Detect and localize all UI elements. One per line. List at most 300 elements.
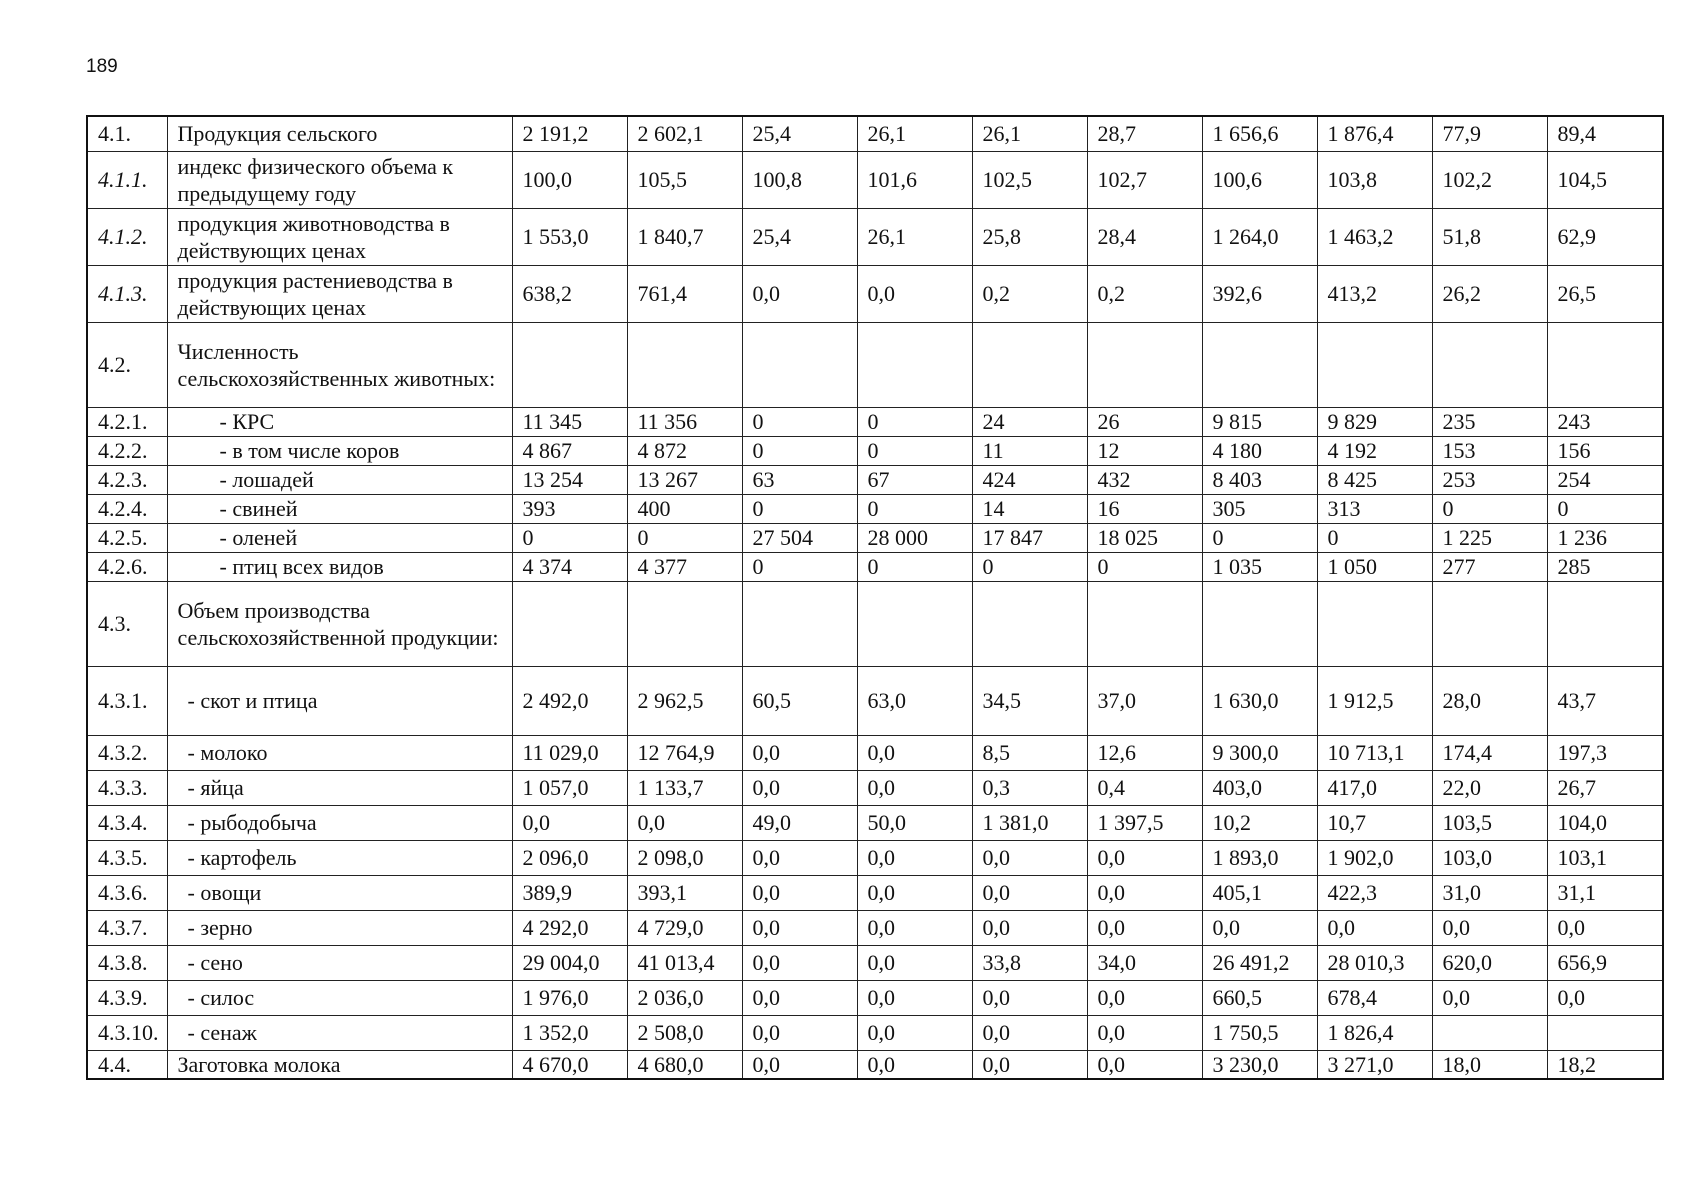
value-cell: 660,5	[1202, 980, 1317, 1015]
value-cell: 0,3	[972, 770, 1087, 805]
value-cell: 9 300,0	[1202, 735, 1317, 770]
value-cell: 0,0	[1087, 980, 1202, 1015]
table-row	[87, 840, 1663, 875]
value-cell: 0,0	[857, 910, 972, 945]
value-cell: 4 680,0	[627, 1050, 742, 1079]
value-cell: 34,0	[1087, 945, 1202, 980]
value-cell: 392,6	[1202, 265, 1317, 322]
value-cell: 28 010,3	[1317, 945, 1432, 980]
value-cell: 0,0	[742, 735, 857, 770]
value-cell: 9 829	[1317, 407, 1432, 436]
table-row	[87, 980, 1663, 1015]
table-row	[87, 805, 1663, 840]
value-cell: 8,5	[972, 735, 1087, 770]
table-row	[87, 436, 1663, 465]
value-cell	[1432, 581, 1547, 666]
value-cell: 1 397,5	[1087, 805, 1202, 840]
row-code: 4.3.3.	[87, 770, 167, 805]
value-cell: 0	[1317, 523, 1432, 552]
value-cell: 13 254	[512, 465, 627, 494]
value-cell: 3 230,0	[1202, 1050, 1317, 1079]
value-cell: 25,4	[742, 116, 857, 151]
value-cell: 25,4	[742, 208, 857, 265]
value-cell: 101,6	[857, 151, 972, 208]
value-cell: 0	[742, 436, 857, 465]
value-cell: 2 602,1	[627, 116, 742, 151]
value-cell: 285	[1547, 552, 1663, 581]
value-cell: 0,0	[857, 735, 972, 770]
value-cell: 60,5	[742, 666, 857, 735]
table-row	[87, 265, 1663, 322]
value-cell: 29 004,0	[512, 945, 627, 980]
row-code: 4.3.4.	[87, 805, 167, 840]
value-cell: 63,0	[857, 666, 972, 735]
value-cell: 4 872	[627, 436, 742, 465]
value-cell: 43,7	[1547, 666, 1663, 735]
value-cell	[1547, 1015, 1663, 1050]
row-code: 4.4.	[87, 1050, 167, 1079]
value-cell: 33,8	[972, 945, 1087, 980]
value-cell: 0,0	[857, 1050, 972, 1079]
row-code: 4.3.	[87, 581, 167, 666]
value-cell: 28,4	[1087, 208, 1202, 265]
value-cell: 11 356	[627, 407, 742, 436]
row-label: - рыбодобыча	[167, 805, 512, 840]
value-cell: 4 670,0	[512, 1050, 627, 1079]
value-cell: 103,0	[1432, 840, 1547, 875]
value-cell	[1317, 581, 1432, 666]
value-cell: 0,0	[857, 1015, 972, 1050]
table-body	[87, 116, 1663, 1079]
value-cell: 0	[857, 407, 972, 436]
row-label: - оленей	[167, 523, 512, 552]
value-cell: 18 025	[1087, 523, 1202, 552]
value-cell: 103,5	[1432, 805, 1547, 840]
value-cell: 2 098,0	[627, 840, 742, 875]
value-cell: 11	[972, 436, 1087, 465]
value-cell: 400	[627, 494, 742, 523]
value-cell: 100,0	[512, 151, 627, 208]
row-label: продукция растениеводства в действующих ценах	[167, 265, 512, 322]
value-cell: 0,0	[857, 875, 972, 910]
value-cell: 1 264,0	[1202, 208, 1317, 265]
value-cell: 1 225	[1432, 523, 1547, 552]
row-label: - птиц всех видов	[167, 552, 512, 581]
value-cell: 413,2	[1317, 265, 1432, 322]
value-cell: 62,9	[1547, 208, 1663, 265]
value-cell: 104,0	[1547, 805, 1663, 840]
value-cell: 0,0	[1087, 910, 1202, 945]
row-code: 4.3.1.	[87, 666, 167, 735]
value-cell: 0,0	[1432, 910, 1547, 945]
value-cell: 0,0	[972, 1050, 1087, 1079]
table-row	[87, 116, 1663, 151]
value-cell: 0,0	[627, 805, 742, 840]
table-row	[87, 770, 1663, 805]
row-label: Продукция сельского	[167, 116, 512, 151]
value-cell: 0	[1202, 523, 1317, 552]
value-cell: 393	[512, 494, 627, 523]
table-row	[87, 407, 1663, 436]
value-cell: 24	[972, 407, 1087, 436]
value-cell: 0,0	[742, 910, 857, 945]
value-cell	[1087, 322, 1202, 407]
value-cell: 104,5	[1547, 151, 1663, 208]
row-code: 4.2.4.	[87, 494, 167, 523]
value-cell	[1087, 581, 1202, 666]
value-cell: 4 729,0	[627, 910, 742, 945]
value-cell	[1432, 1015, 1547, 1050]
table-row	[87, 494, 1663, 523]
value-cell: 27 504	[742, 523, 857, 552]
value-cell: 174,4	[1432, 735, 1547, 770]
value-cell: 4 192	[1317, 436, 1432, 465]
value-cell: 1 902,0	[1317, 840, 1432, 875]
value-cell: 2 096,0	[512, 840, 627, 875]
value-cell: 313	[1317, 494, 1432, 523]
value-cell: 0,0	[972, 875, 1087, 910]
value-cell: 0,0	[742, 770, 857, 805]
value-cell: 102,2	[1432, 151, 1547, 208]
value-cell: 1 976,0	[512, 980, 627, 1015]
row-code: 4.3.5.	[87, 840, 167, 875]
value-cell	[1547, 322, 1663, 407]
value-cell: 417,0	[1317, 770, 1432, 805]
table-row	[87, 1050, 1663, 1079]
value-cell: 77,9	[1432, 116, 1547, 151]
value-cell: 0,0	[857, 945, 972, 980]
table-row	[87, 910, 1663, 945]
value-cell: 0	[1432, 494, 1547, 523]
table-row	[87, 581, 1663, 666]
value-cell: 1 876,4	[1317, 116, 1432, 151]
value-cell: 0	[742, 552, 857, 581]
value-cell: 9 815	[1202, 407, 1317, 436]
value-cell: 0	[972, 552, 1087, 581]
row-code: 4.3.9.	[87, 980, 167, 1015]
value-cell: 26	[1087, 407, 1202, 436]
value-cell: 26 491,2	[1202, 945, 1317, 980]
value-cell: 103,1	[1547, 840, 1663, 875]
value-cell: 0,0	[1087, 875, 1202, 910]
row-code: 4.3.10.	[87, 1015, 167, 1050]
row-code: 4.2.3.	[87, 465, 167, 494]
value-cell: 0,0	[742, 945, 857, 980]
row-label: - яйца	[167, 770, 512, 805]
table-row	[87, 523, 1663, 552]
value-cell: 389,9	[512, 875, 627, 910]
value-cell: 620,0	[1432, 945, 1547, 980]
value-cell	[742, 581, 857, 666]
value-cell: 761,4	[627, 265, 742, 322]
value-cell: 10,2	[1202, 805, 1317, 840]
value-cell: 100,8	[742, 151, 857, 208]
value-cell: 0,0	[972, 980, 1087, 1015]
value-cell: 197,3	[1547, 735, 1663, 770]
value-cell	[512, 322, 627, 407]
value-cell: 254	[1547, 465, 1663, 494]
value-cell: 2 191,2	[512, 116, 627, 151]
value-cell: 0,0	[742, 1015, 857, 1050]
value-cell: 1 750,5	[1202, 1015, 1317, 1050]
value-cell: 11 345	[512, 407, 627, 436]
value-cell: 18,2	[1547, 1050, 1663, 1079]
value-cell: 12	[1087, 436, 1202, 465]
value-cell: 4 867	[512, 436, 627, 465]
value-cell: 1 826,4	[1317, 1015, 1432, 1050]
value-cell: 1 381,0	[972, 805, 1087, 840]
row-label: индекс физического объема к предыдущему году	[167, 151, 512, 208]
value-cell: 0,2	[972, 265, 1087, 322]
value-cell: 50,0	[857, 805, 972, 840]
value-cell: 10,7	[1317, 805, 1432, 840]
value-cell: 0,0	[1547, 910, 1663, 945]
value-cell: 26,1	[972, 116, 1087, 151]
value-cell: 1 057,0	[512, 770, 627, 805]
value-cell: 1 553,0	[512, 208, 627, 265]
value-cell	[972, 581, 1087, 666]
value-cell	[742, 322, 857, 407]
value-cell: 0	[857, 436, 972, 465]
row-code: 4.1.1.	[87, 151, 167, 208]
table-row	[87, 875, 1663, 910]
value-cell: 0,0	[857, 840, 972, 875]
value-cell: 678,4	[1317, 980, 1432, 1015]
value-cell: 0,0	[972, 840, 1087, 875]
value-cell: 103,8	[1317, 151, 1432, 208]
value-cell: 0	[857, 552, 972, 581]
value-cell: 63	[742, 465, 857, 494]
value-cell: 26,5	[1547, 265, 1663, 322]
row-label: - силос	[167, 980, 512, 1015]
value-cell: 12 764,9	[627, 735, 742, 770]
value-cell: 26,7	[1547, 770, 1663, 805]
value-cell: 1 912,5	[1317, 666, 1432, 735]
value-cell: 37,0	[1087, 666, 1202, 735]
value-cell	[857, 581, 972, 666]
value-cell: 10 713,1	[1317, 735, 1432, 770]
table-row	[87, 1015, 1663, 1050]
value-cell	[627, 581, 742, 666]
table-row	[87, 735, 1663, 770]
value-cell: 305	[1202, 494, 1317, 523]
value-cell: 1 656,6	[1202, 116, 1317, 151]
row-code: 4.2.2.	[87, 436, 167, 465]
value-cell: 0,0	[1087, 840, 1202, 875]
value-cell: 0,0	[742, 840, 857, 875]
value-cell: 51,8	[1432, 208, 1547, 265]
page-number: 189	[86, 56, 118, 77]
value-cell: 41 013,4	[627, 945, 742, 980]
value-cell: 0,0	[512, 805, 627, 840]
value-cell: 403,0	[1202, 770, 1317, 805]
value-cell: 4 377	[627, 552, 742, 581]
row-label: - в том числе коров	[167, 436, 512, 465]
value-cell: 0	[512, 523, 627, 552]
value-cell: 1 463,2	[1317, 208, 1432, 265]
value-cell: 8 425	[1317, 465, 1432, 494]
value-cell	[857, 322, 972, 407]
row-label: - зерно	[167, 910, 512, 945]
table-row	[87, 151, 1663, 208]
row-label: - овощи	[167, 875, 512, 910]
value-cell: 2 508,0	[627, 1015, 742, 1050]
value-cell: 17 847	[972, 523, 1087, 552]
value-cell: 422,3	[1317, 875, 1432, 910]
value-cell: 0,4	[1087, 770, 1202, 805]
value-cell	[1432, 322, 1547, 407]
table-row	[87, 945, 1663, 980]
row-label: - КРС	[167, 407, 512, 436]
value-cell: 28 000	[857, 523, 972, 552]
statistics-table	[86, 115, 1664, 1080]
value-cell: 26,2	[1432, 265, 1547, 322]
value-cell: 102,7	[1087, 151, 1202, 208]
value-cell: 2 962,5	[627, 666, 742, 735]
row-code: 4.2.6.	[87, 552, 167, 581]
value-cell: 0	[742, 407, 857, 436]
value-cell: 4 374	[512, 552, 627, 581]
row-label: продукция животноводства в действующих ценах	[167, 208, 512, 265]
value-cell: 0,0	[1202, 910, 1317, 945]
value-cell: 102,5	[972, 151, 1087, 208]
value-cell: 656,9	[1547, 945, 1663, 980]
value-cell: 393,1	[627, 875, 742, 910]
value-cell: 31,0	[1432, 875, 1547, 910]
value-cell: 1 893,0	[1202, 840, 1317, 875]
value-cell: 0	[742, 494, 857, 523]
row-label: - свиней	[167, 494, 512, 523]
table-row	[87, 465, 1663, 494]
value-cell: 1 840,7	[627, 208, 742, 265]
row-code: 4.2.1.	[87, 407, 167, 436]
value-cell: 405,1	[1202, 875, 1317, 910]
value-cell: 11 029,0	[512, 735, 627, 770]
value-cell: 638,2	[512, 265, 627, 322]
value-cell: 0	[857, 494, 972, 523]
row-code: 4.3.7.	[87, 910, 167, 945]
value-cell: 26,1	[857, 208, 972, 265]
row-code: 4.2.	[87, 322, 167, 407]
value-cell	[627, 322, 742, 407]
value-cell: 0,0	[742, 875, 857, 910]
row-label: - молоко	[167, 735, 512, 770]
value-cell: 0,0	[857, 980, 972, 1015]
value-cell: 1 236	[1547, 523, 1663, 552]
row-label: Заготовка молока	[167, 1050, 512, 1079]
value-cell: 28,0	[1432, 666, 1547, 735]
value-cell: 12,6	[1087, 735, 1202, 770]
value-cell: 0,0	[1317, 910, 1432, 945]
value-cell: 1 035	[1202, 552, 1317, 581]
table-row	[87, 552, 1663, 581]
value-cell: 34,5	[972, 666, 1087, 735]
row-code: 4.1.2.	[87, 208, 167, 265]
value-cell: 16	[1087, 494, 1202, 523]
value-cell: 31,1	[1547, 875, 1663, 910]
value-cell: 243	[1547, 407, 1663, 436]
value-cell: 0,0	[857, 770, 972, 805]
value-cell: 0,0	[1432, 980, 1547, 1015]
value-cell: 0,0	[742, 265, 857, 322]
table-row	[87, 208, 1663, 265]
value-cell: 0,2	[1087, 265, 1202, 322]
value-cell: 153	[1432, 436, 1547, 465]
value-cell: 0	[627, 523, 742, 552]
value-cell: 0	[1087, 552, 1202, 581]
value-cell: 2 036,0	[627, 980, 742, 1015]
row-code: 4.1.3.	[87, 265, 167, 322]
value-cell: 277	[1432, 552, 1547, 581]
value-cell: 1 133,7	[627, 770, 742, 805]
value-cell: 14	[972, 494, 1087, 523]
value-cell: 8 403	[1202, 465, 1317, 494]
value-cell: 28,7	[1087, 116, 1202, 151]
value-cell: 105,5	[627, 151, 742, 208]
table-row	[87, 322, 1663, 407]
value-cell: 3 271,0	[1317, 1050, 1432, 1079]
value-cell: 424	[972, 465, 1087, 494]
value-cell: 0,0	[742, 980, 857, 1015]
value-cell: 235	[1432, 407, 1547, 436]
value-cell	[972, 322, 1087, 407]
value-cell: 253	[1432, 465, 1547, 494]
value-cell: 0	[1547, 494, 1663, 523]
row-label: - сенаж	[167, 1015, 512, 1050]
value-cell: 1 050	[1317, 552, 1432, 581]
value-cell: 13 267	[627, 465, 742, 494]
value-cell	[1202, 581, 1317, 666]
value-cell: 1 352,0	[512, 1015, 627, 1050]
value-cell: 0,0	[972, 910, 1087, 945]
value-cell	[1202, 322, 1317, 407]
row-code: 4.3.6.	[87, 875, 167, 910]
value-cell: 156	[1547, 436, 1663, 465]
value-cell	[1317, 322, 1432, 407]
row-code: 4.3.2.	[87, 735, 167, 770]
value-cell: 1 630,0	[1202, 666, 1317, 735]
row-label: - скот и птица	[167, 666, 512, 735]
value-cell: 89,4	[1547, 116, 1663, 151]
value-cell: 0,0	[1087, 1050, 1202, 1079]
value-cell: 100,6	[1202, 151, 1317, 208]
row-label: - лошадей	[167, 465, 512, 494]
value-cell: 0,0	[1547, 980, 1663, 1015]
row-code: 4.2.5.	[87, 523, 167, 552]
row-code: 4.1.	[87, 116, 167, 151]
value-cell: 25,8	[972, 208, 1087, 265]
row-label: - сено	[167, 945, 512, 980]
value-cell: 49,0	[742, 805, 857, 840]
row-label: - картофель	[167, 840, 512, 875]
value-cell: 0,0	[1087, 1015, 1202, 1050]
value-cell: 4 292,0	[512, 910, 627, 945]
value-cell: 2 492,0	[512, 666, 627, 735]
value-cell: 0,0	[857, 265, 972, 322]
value-cell: 26,1	[857, 116, 972, 151]
row-label: Объем производства сельскохозяйственной продукции:	[167, 581, 512, 666]
row-label: Численность сельскохозяйственных животных:	[167, 322, 512, 407]
row-code: 4.3.8.	[87, 945, 167, 980]
value-cell: 432	[1087, 465, 1202, 494]
value-cell: 4 180	[1202, 436, 1317, 465]
value-cell	[512, 581, 627, 666]
value-cell: 0,0	[972, 1015, 1087, 1050]
value-cell: 0,0	[742, 1050, 857, 1079]
value-cell: 22,0	[1432, 770, 1547, 805]
value-cell	[1547, 581, 1663, 666]
value-cell: 67	[857, 465, 972, 494]
